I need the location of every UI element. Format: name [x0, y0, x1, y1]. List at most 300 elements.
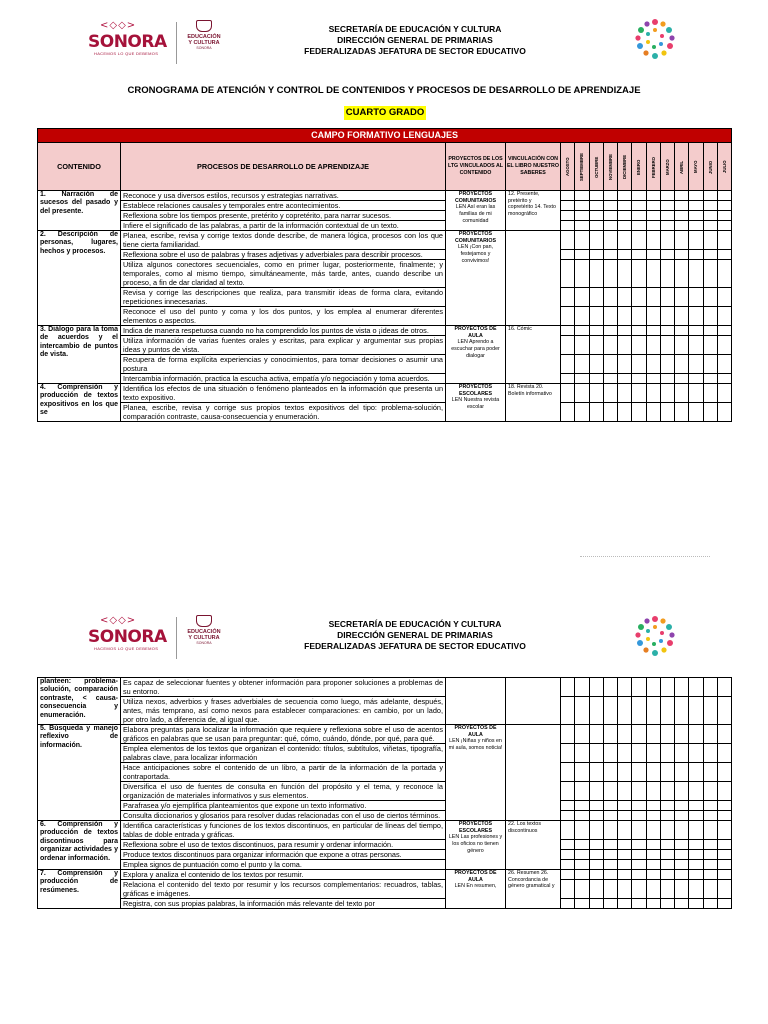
month-cell[interactable] — [646, 744, 660, 763]
month-cell[interactable] — [575, 840, 589, 850]
month-cell[interactable] — [575, 374, 589, 384]
month-cell[interactable] — [646, 374, 660, 384]
month-cell[interactable] — [646, 840, 660, 850]
month-cell[interactable] — [618, 840, 632, 850]
month-cell[interactable] — [603, 307, 617, 326]
month-cell[interactable] — [660, 221, 674, 231]
month-cell[interactable] — [660, 678, 674, 697]
month-cell[interactable] — [632, 288, 646, 307]
month-cell[interactable] — [660, 250, 674, 260]
month-cell[interactable] — [646, 326, 660, 336]
month-cell[interactable] — [646, 782, 660, 801]
month-cell[interactable] — [675, 355, 689, 374]
month-cell[interactable] — [589, 355, 603, 374]
month-cell[interactable] — [589, 288, 603, 307]
month-cell[interactable] — [660, 260, 674, 288]
month-cell[interactable] — [603, 880, 617, 899]
month-cell[interactable] — [618, 860, 632, 870]
month-cell[interactable] — [589, 821, 603, 840]
month-cell[interactable] — [703, 250, 717, 260]
month-cell[interactable] — [575, 763, 589, 782]
month-cell[interactable] — [703, 326, 717, 336]
month-cell[interactable] — [575, 850, 589, 860]
month-cell[interactable] — [561, 899, 575, 909]
month-cell[interactable] — [703, 801, 717, 811]
month-cell[interactable] — [689, 403, 703, 422]
month-cell[interactable] — [589, 201, 603, 211]
month-cell[interactable] — [717, 260, 731, 288]
month-cell[interactable] — [675, 870, 689, 880]
month-cell[interactable] — [703, 744, 717, 763]
month-cell[interactable] — [717, 355, 731, 374]
month-cell[interactable] — [717, 231, 731, 250]
month-cell[interactable] — [689, 201, 703, 211]
month-cell[interactable] — [646, 201, 660, 211]
month-cell[interactable] — [689, 880, 703, 899]
month-cell[interactable] — [632, 697, 646, 725]
month-cell[interactable] — [646, 260, 660, 288]
month-cell[interactable] — [703, 840, 717, 850]
month-cell[interactable] — [660, 880, 674, 899]
month-cell[interactable] — [689, 191, 703, 201]
month-cell[interactable] — [717, 870, 731, 880]
month-cell[interactable] — [689, 231, 703, 250]
month-cell[interactable] — [675, 840, 689, 850]
month-cell[interactable] — [689, 821, 703, 840]
month-cell[interactable] — [603, 678, 617, 697]
month-cell[interactable] — [589, 870, 603, 880]
month-cell[interactable] — [689, 221, 703, 231]
month-cell[interactable] — [632, 211, 646, 221]
month-cell[interactable] — [717, 880, 731, 899]
month-cell[interactable] — [646, 403, 660, 422]
month-cell[interactable] — [646, 763, 660, 782]
month-cell[interactable] — [689, 870, 703, 880]
month-cell[interactable] — [589, 899, 603, 909]
month-cell[interactable] — [675, 231, 689, 250]
month-cell[interactable] — [646, 384, 660, 403]
month-cell[interactable] — [632, 801, 646, 811]
month-cell[interactable] — [675, 850, 689, 860]
month-cell[interactable] — [660, 860, 674, 870]
month-cell[interactable] — [717, 211, 731, 221]
month-cell[interactable] — [603, 763, 617, 782]
month-cell[interactable] — [561, 221, 575, 231]
month-cell[interactable] — [561, 678, 575, 697]
month-cell[interactable] — [689, 782, 703, 801]
month-cell[interactable] — [717, 811, 731, 821]
month-cell[interactable] — [717, 403, 731, 422]
month-cell[interactable] — [618, 880, 632, 899]
month-cell[interactable] — [646, 355, 660, 374]
month-cell[interactable] — [717, 782, 731, 801]
month-cell[interactable] — [561, 880, 575, 899]
month-cell[interactable] — [703, 870, 717, 880]
month-cell[interactable] — [589, 697, 603, 725]
month-cell[interactable] — [632, 899, 646, 909]
month-cell[interactable] — [660, 336, 674, 355]
month-cell[interactable] — [675, 860, 689, 870]
month-cell[interactable] — [618, 403, 632, 422]
month-cell[interactable] — [589, 860, 603, 870]
month-cell[interactable] — [675, 811, 689, 821]
month-cell[interactable] — [618, 211, 632, 221]
month-cell[interactable] — [703, 336, 717, 355]
month-cell[interactable] — [575, 860, 589, 870]
month-cell[interactable] — [618, 326, 632, 336]
month-cell[interactable] — [575, 231, 589, 250]
month-cell[interactable] — [717, 697, 731, 725]
month-cell[interactable] — [575, 384, 589, 403]
month-cell[interactable] — [575, 870, 589, 880]
month-cell[interactable] — [717, 250, 731, 260]
month-cell[interactable] — [717, 384, 731, 403]
month-cell[interactable] — [703, 899, 717, 909]
month-cell[interactable] — [589, 850, 603, 860]
month-cell[interactable] — [561, 811, 575, 821]
month-cell[interactable] — [561, 231, 575, 250]
month-cell[interactable] — [632, 384, 646, 403]
month-cell[interactable] — [660, 801, 674, 811]
month-cell[interactable] — [717, 191, 731, 201]
month-cell[interactable] — [603, 250, 617, 260]
month-cell[interactable] — [632, 326, 646, 336]
month-cell[interactable] — [603, 811, 617, 821]
month-cell[interactable] — [689, 307, 703, 326]
month-cell[interactable] — [575, 355, 589, 374]
month-cell[interactable] — [632, 191, 646, 201]
month-cell[interactable] — [618, 374, 632, 384]
month-cell[interactable] — [675, 725, 689, 744]
month-cell[interactable] — [717, 850, 731, 860]
month-cell[interactable] — [575, 403, 589, 422]
month-cell[interactable] — [632, 725, 646, 744]
month-cell[interactable] — [703, 725, 717, 744]
month-cell[interactable] — [646, 870, 660, 880]
month-cell[interactable] — [689, 899, 703, 909]
month-cell[interactable] — [660, 403, 674, 422]
month-cell[interactable] — [675, 821, 689, 840]
month-cell[interactable] — [589, 336, 603, 355]
month-cell[interactable] — [646, 678, 660, 697]
month-cell[interactable] — [675, 697, 689, 725]
month-cell[interactable] — [561, 697, 575, 725]
month-cell[interactable] — [675, 250, 689, 260]
month-cell[interactable] — [589, 744, 603, 763]
month-cell[interactable] — [618, 870, 632, 880]
month-cell[interactable] — [646, 821, 660, 840]
month-cell[interactable] — [561, 763, 575, 782]
month-cell[interactable] — [575, 260, 589, 288]
month-cell[interactable] — [675, 384, 689, 403]
month-cell[interactable] — [603, 336, 617, 355]
month-cell[interactable] — [717, 801, 731, 811]
month-cell[interactable] — [703, 782, 717, 801]
month-cell[interactable] — [589, 880, 603, 899]
month-cell[interactable] — [717, 336, 731, 355]
month-cell[interactable] — [632, 260, 646, 288]
month-cell[interactable] — [675, 678, 689, 697]
month-cell[interactable] — [703, 763, 717, 782]
month-cell[interactable] — [603, 870, 617, 880]
month-cell[interactable] — [689, 744, 703, 763]
month-cell[interactable] — [575, 191, 589, 201]
month-cell[interactable] — [632, 355, 646, 374]
month-cell[interactable] — [575, 221, 589, 231]
month-cell[interactable] — [561, 336, 575, 355]
month-cell[interactable] — [703, 355, 717, 374]
month-cell[interactable] — [660, 231, 674, 250]
month-cell[interactable] — [646, 221, 660, 231]
month-cell[interactable] — [660, 384, 674, 403]
month-cell[interactable] — [717, 821, 731, 840]
month-cell[interactable] — [589, 326, 603, 336]
month-cell[interactable] — [703, 860, 717, 870]
month-cell[interactable] — [575, 307, 589, 326]
month-cell[interactable] — [703, 307, 717, 326]
month-cell[interactable] — [589, 260, 603, 288]
month-cell[interactable] — [561, 326, 575, 336]
month-cell[interactable] — [575, 697, 589, 725]
month-cell[interactable] — [646, 725, 660, 744]
month-cell[interactable] — [646, 880, 660, 899]
month-cell[interactable] — [703, 191, 717, 201]
month-cell[interactable] — [703, 697, 717, 725]
month-cell[interactable] — [689, 850, 703, 860]
month-cell[interactable] — [717, 840, 731, 850]
month-cell[interactable] — [689, 355, 703, 374]
month-cell[interactable] — [589, 801, 603, 811]
month-cell[interactable] — [618, 191, 632, 201]
month-cell[interactable] — [589, 221, 603, 231]
month-cell[interactable] — [675, 801, 689, 811]
month-cell[interactable] — [589, 678, 603, 697]
month-cell[interactable] — [618, 782, 632, 801]
month-cell[interactable] — [717, 678, 731, 697]
month-cell[interactable] — [561, 201, 575, 211]
month-cell[interactable] — [703, 201, 717, 211]
month-cell[interactable] — [589, 384, 603, 403]
month-cell[interactable] — [646, 231, 660, 250]
month-cell[interactable] — [603, 850, 617, 860]
month-cell[interactable] — [660, 870, 674, 880]
month-cell[interactable] — [675, 336, 689, 355]
month-cell[interactable] — [703, 231, 717, 250]
month-cell[interactable] — [618, 250, 632, 260]
month-cell[interactable] — [660, 850, 674, 860]
month-cell[interactable] — [660, 374, 674, 384]
month-cell[interactable] — [561, 260, 575, 288]
month-cell[interactable] — [689, 725, 703, 744]
month-cell[interactable] — [618, 260, 632, 288]
month-cell[interactable] — [632, 744, 646, 763]
month-cell[interactable] — [575, 899, 589, 909]
month-cell[interactable] — [632, 221, 646, 231]
month-cell[interactable] — [618, 231, 632, 250]
month-cell[interactable] — [646, 250, 660, 260]
month-cell[interactable] — [646, 801, 660, 811]
month-cell[interactable] — [703, 678, 717, 697]
month-cell[interactable] — [703, 403, 717, 422]
month-cell[interactable] — [660, 326, 674, 336]
month-cell[interactable] — [675, 221, 689, 231]
month-cell[interactable] — [618, 850, 632, 860]
month-cell[interactable] — [632, 336, 646, 355]
month-cell[interactable] — [689, 336, 703, 355]
month-cell[interactable] — [618, 697, 632, 725]
month-cell[interactable] — [603, 231, 617, 250]
month-cell[interactable] — [561, 211, 575, 221]
month-cell[interactable] — [632, 782, 646, 801]
month-cell[interactable] — [618, 801, 632, 811]
month-cell[interactable] — [575, 725, 589, 744]
month-cell[interactable] — [689, 326, 703, 336]
month-cell[interactable] — [561, 288, 575, 307]
month-cell[interactable] — [675, 880, 689, 899]
month-cell[interactable] — [703, 384, 717, 403]
month-cell[interactable] — [618, 811, 632, 821]
month-cell[interactable] — [675, 288, 689, 307]
month-cell[interactable] — [675, 374, 689, 384]
month-cell[interactable] — [589, 840, 603, 850]
month-cell[interactable] — [632, 870, 646, 880]
month-cell[interactable] — [561, 744, 575, 763]
month-cell[interactable] — [618, 744, 632, 763]
month-cell[interactable] — [575, 880, 589, 899]
month-cell[interactable] — [646, 307, 660, 326]
month-cell[interactable] — [646, 899, 660, 909]
month-cell[interactable] — [603, 355, 617, 374]
month-cell[interactable] — [675, 763, 689, 782]
month-cell[interactable] — [703, 880, 717, 899]
month-cell[interactable] — [660, 288, 674, 307]
month-cell[interactable] — [618, 725, 632, 744]
month-cell[interactable] — [717, 288, 731, 307]
month-cell[interactable] — [575, 211, 589, 221]
month-cell[interactable] — [603, 840, 617, 850]
month-cell[interactable] — [675, 201, 689, 211]
month-cell[interactable] — [618, 221, 632, 231]
month-cell[interactable] — [703, 260, 717, 288]
month-cell[interactable] — [561, 860, 575, 870]
month-cell[interactable] — [689, 678, 703, 697]
month-cell[interactable] — [618, 336, 632, 355]
month-cell[interactable] — [603, 260, 617, 288]
month-cell[interactable] — [589, 403, 603, 422]
month-cell[interactable] — [675, 899, 689, 909]
month-cell[interactable] — [660, 211, 674, 221]
month-cell[interactable] — [632, 850, 646, 860]
month-cell[interactable] — [575, 744, 589, 763]
month-cell[interactable] — [618, 899, 632, 909]
month-cell[interactable] — [717, 307, 731, 326]
month-cell[interactable] — [646, 850, 660, 860]
month-cell[interactable] — [603, 201, 617, 211]
month-cell[interactable] — [646, 811, 660, 821]
month-cell[interactable] — [717, 725, 731, 744]
month-cell[interactable] — [618, 307, 632, 326]
month-cell[interactable] — [561, 374, 575, 384]
month-cell[interactable] — [603, 744, 617, 763]
month-cell[interactable] — [646, 288, 660, 307]
month-cell[interactable] — [561, 821, 575, 840]
month-cell[interactable] — [646, 191, 660, 201]
month-cell[interactable] — [675, 326, 689, 336]
month-cell[interactable] — [589, 307, 603, 326]
month-cell[interactable] — [589, 782, 603, 801]
month-cell[interactable] — [703, 221, 717, 231]
month-cell[interactable] — [575, 288, 589, 307]
month-cell[interactable] — [589, 811, 603, 821]
month-cell[interactable] — [717, 899, 731, 909]
month-cell[interactable] — [603, 288, 617, 307]
month-cell[interactable] — [561, 725, 575, 744]
month-cell[interactable] — [660, 307, 674, 326]
month-cell[interactable] — [703, 211, 717, 221]
month-cell[interactable] — [717, 221, 731, 231]
month-cell[interactable] — [632, 763, 646, 782]
month-cell[interactable] — [603, 821, 617, 840]
month-cell[interactable] — [660, 697, 674, 725]
month-cell[interactable] — [575, 782, 589, 801]
month-cell[interactable] — [561, 307, 575, 326]
month-cell[interactable] — [575, 250, 589, 260]
month-cell[interactable] — [717, 763, 731, 782]
month-cell[interactable] — [632, 880, 646, 899]
month-cell[interactable] — [603, 326, 617, 336]
month-cell[interactable] — [589, 250, 603, 260]
month-cell[interactable] — [618, 288, 632, 307]
month-cell[interactable] — [675, 307, 689, 326]
month-cell[interactable] — [603, 697, 617, 725]
month-cell[interactable] — [675, 211, 689, 221]
month-cell[interactable] — [660, 191, 674, 201]
month-cell[interactable] — [575, 326, 589, 336]
month-cell[interactable] — [717, 326, 731, 336]
month-cell[interactable] — [703, 811, 717, 821]
month-cell[interactable] — [561, 870, 575, 880]
month-cell[interactable] — [632, 860, 646, 870]
month-cell[interactable] — [603, 725, 617, 744]
month-cell[interactable] — [660, 763, 674, 782]
month-cell[interactable] — [675, 403, 689, 422]
month-cell[interactable] — [646, 697, 660, 725]
month-cell[interactable] — [660, 201, 674, 211]
month-cell[interactable] — [561, 403, 575, 422]
month-cell[interactable] — [660, 899, 674, 909]
month-cell[interactable] — [561, 840, 575, 850]
month-cell[interactable] — [618, 201, 632, 211]
month-cell[interactable] — [589, 763, 603, 782]
month-cell[interactable] — [589, 231, 603, 250]
month-cell[interactable] — [561, 355, 575, 374]
month-cell[interactable] — [717, 201, 731, 211]
month-cell[interactable] — [689, 860, 703, 870]
month-cell[interactable] — [675, 782, 689, 801]
month-cell[interactable] — [603, 860, 617, 870]
month-cell[interactable] — [689, 374, 703, 384]
month-cell[interactable] — [603, 191, 617, 201]
month-cell[interactable] — [689, 801, 703, 811]
month-cell[interactable] — [689, 288, 703, 307]
month-cell[interactable] — [689, 697, 703, 725]
month-cell[interactable] — [632, 840, 646, 850]
month-cell[interactable] — [717, 374, 731, 384]
month-cell[interactable] — [660, 840, 674, 850]
month-cell[interactable] — [689, 840, 703, 850]
month-cell[interactable] — [632, 374, 646, 384]
month-cell[interactable] — [561, 801, 575, 811]
